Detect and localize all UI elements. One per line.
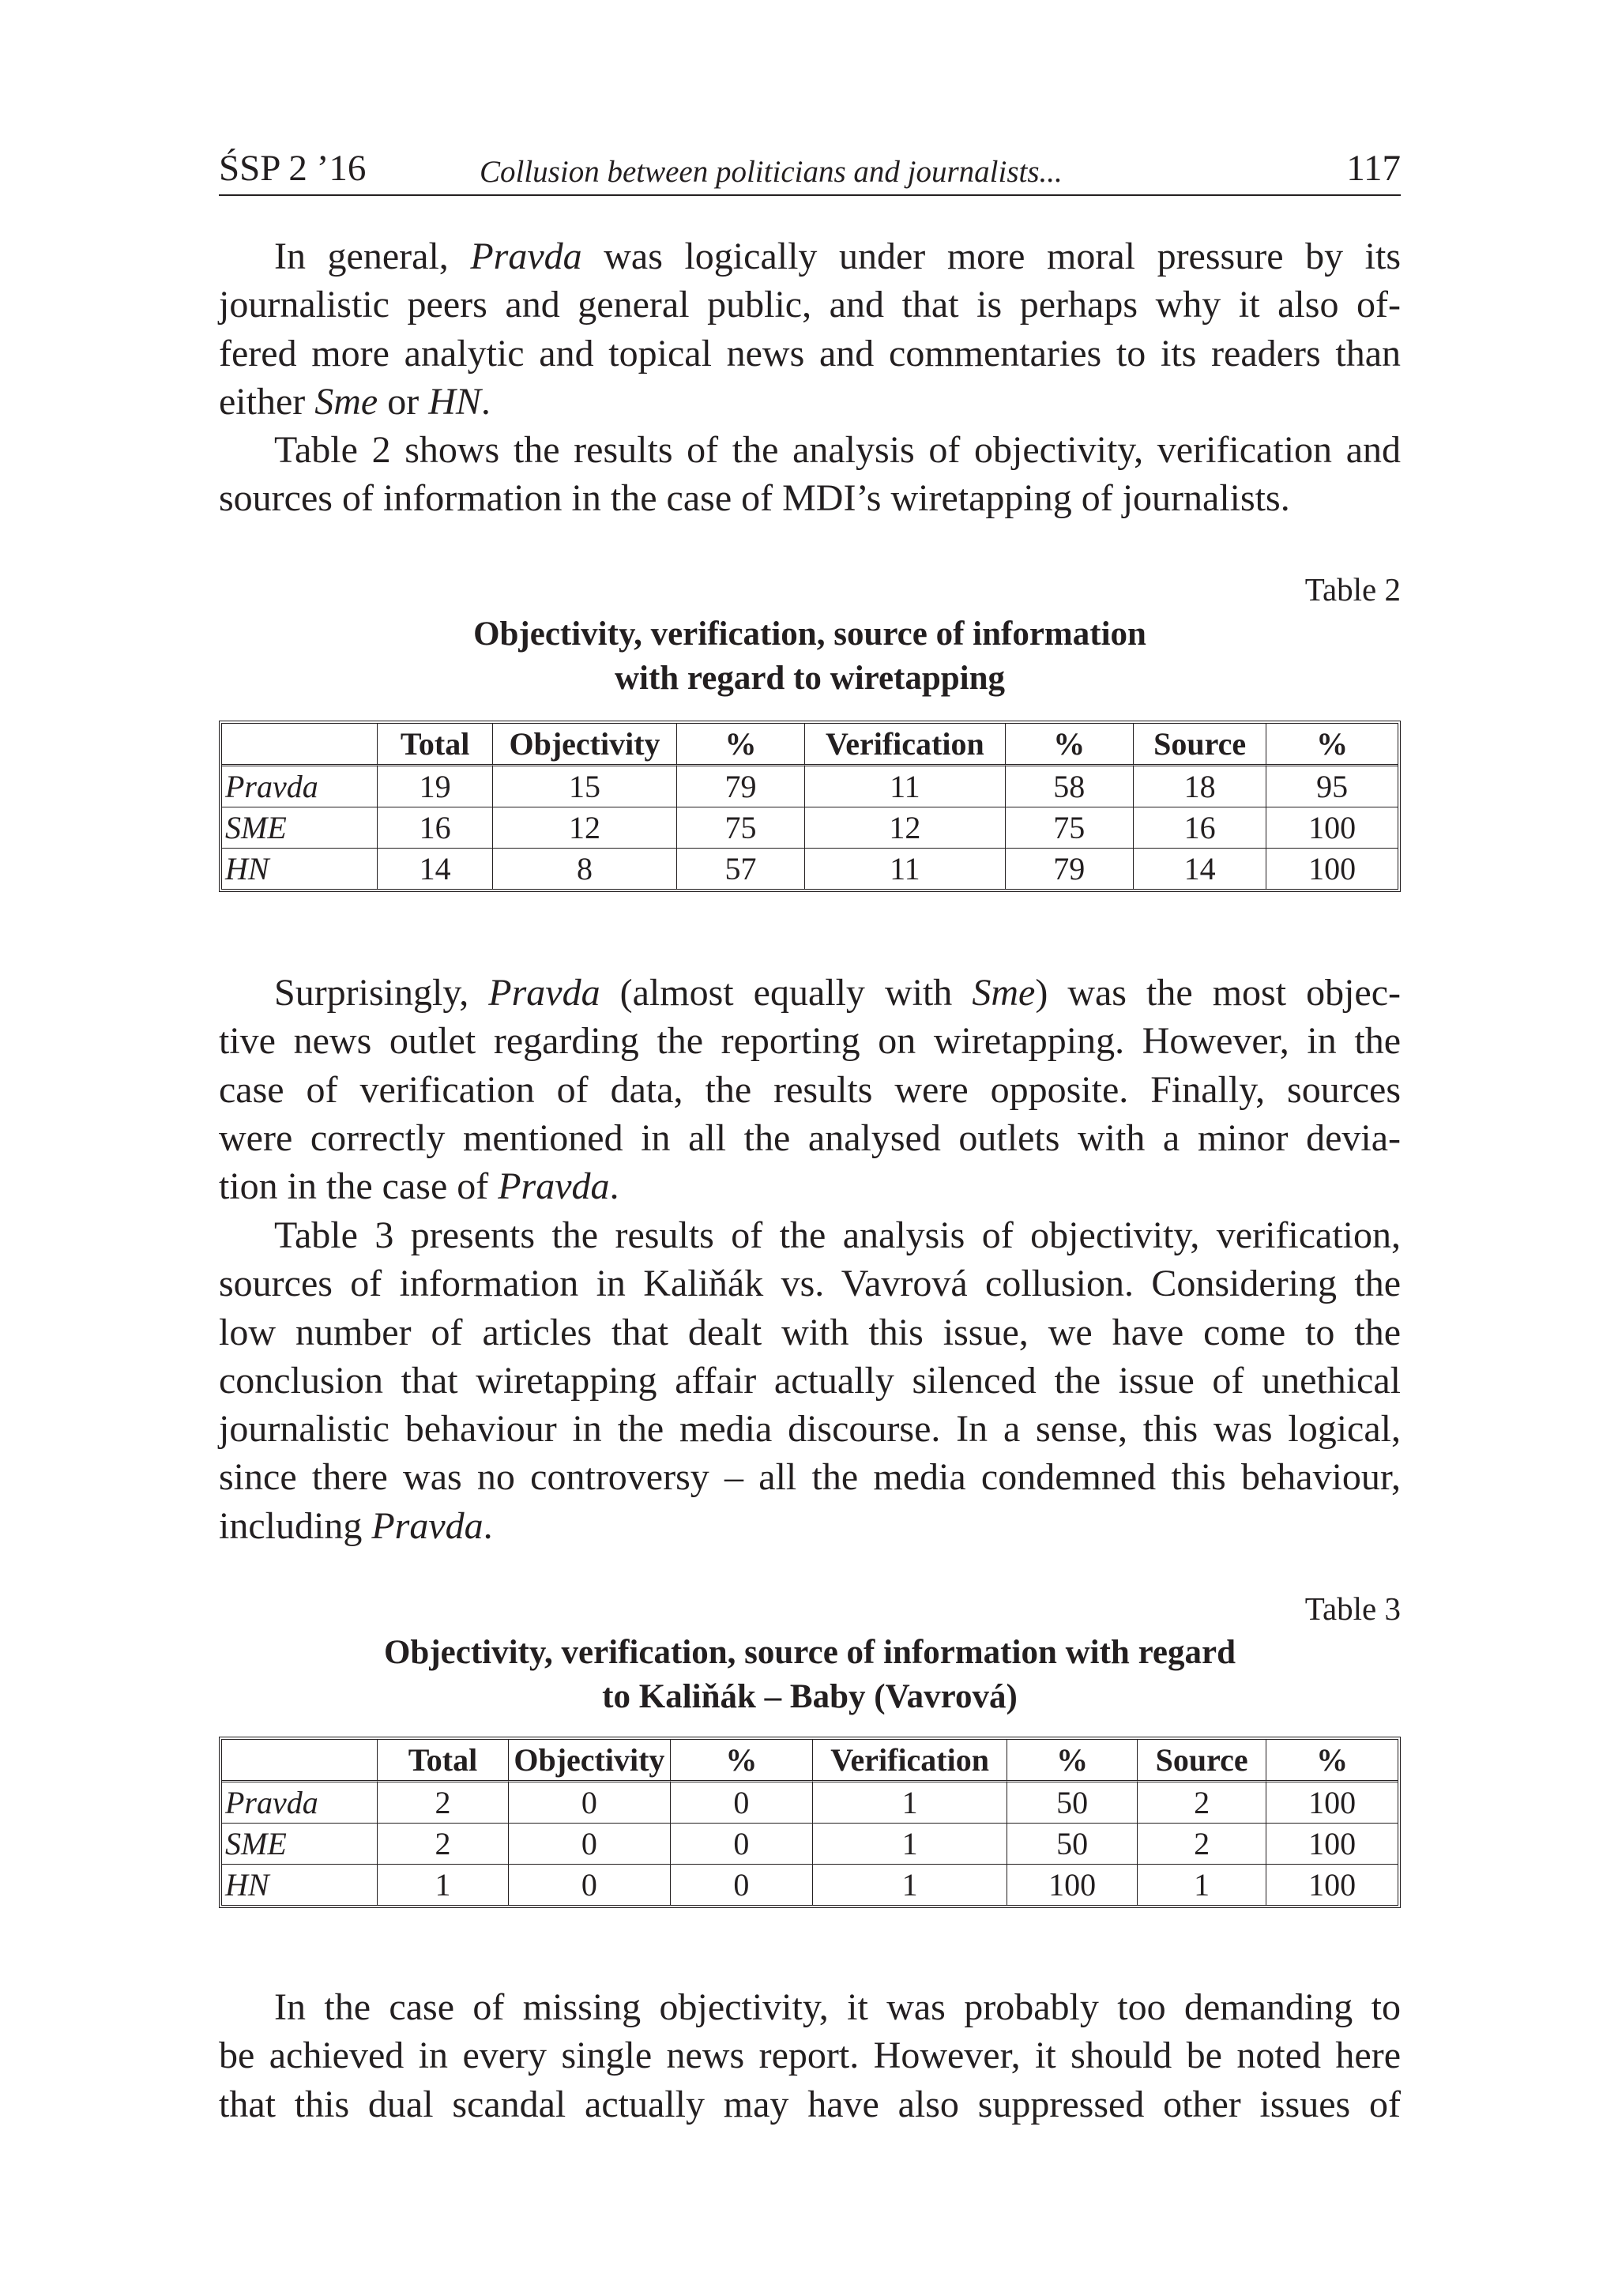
table-header-row xyxy=(222,724,1398,766)
paragraph-line: conclusion that wiretapping affair actually silenced the issue of unethical xyxy=(219,1359,1401,1402)
paragraph-line: Table 2 shows the results of the analysis of objectivity, verification and xyxy=(274,429,1401,471)
table-cell: 18 xyxy=(1134,766,1266,807)
table-cell: 14 xyxy=(378,849,493,889)
table-cell: 58 xyxy=(1006,766,1134,807)
table-cell: 2 xyxy=(1138,1824,1266,1865)
table-cell: 1 xyxy=(1138,1865,1266,1905)
table-3-label: Table 3 xyxy=(1304,1590,1401,1627)
column-header: % xyxy=(677,724,805,766)
column-header: Source xyxy=(1134,724,1266,766)
table-cell: 11 xyxy=(805,849,1005,889)
table-cell: 0 xyxy=(509,1782,671,1824)
table-cell: 100 xyxy=(1007,1865,1138,1905)
table-cell: 1 xyxy=(378,1865,509,1905)
table-cell: 50 xyxy=(1007,1782,1138,1824)
table-row xyxy=(222,1865,1398,1905)
column-header xyxy=(222,724,378,766)
paragraph-line: were correctly mentioned in all the analysed outlets with a minor devia- xyxy=(219,1116,1401,1159)
table-cell: 16 xyxy=(1134,807,1266,849)
column-header: Verification xyxy=(813,1740,1007,1782)
table-2 xyxy=(219,721,1401,892)
column-header: Total xyxy=(378,1740,509,1782)
paragraph-line: be achieved in every single news report. However, it should be noted here xyxy=(219,2034,1401,2077)
table-cell: 1 xyxy=(813,1782,1007,1824)
table-cell: 2 xyxy=(378,1824,509,1865)
table-cell: 16 xyxy=(378,807,493,849)
table-cell: 2 xyxy=(378,1782,509,1824)
table-cell: 2 xyxy=(1138,1782,1266,1824)
paragraph-line: sources of information in Kaliňák vs. Vavrová collusion. Considering the xyxy=(219,1263,1401,1305)
table-row xyxy=(222,1824,1398,1865)
table-cell: 79 xyxy=(677,766,805,807)
table-cell: Pravda xyxy=(222,1782,378,1824)
table-cell: 57 xyxy=(677,849,805,889)
table-3-title-line-1: Objectivity, verification, source of information with regard xyxy=(383,1634,1236,1671)
table-cell: SME xyxy=(222,807,378,849)
column-header: % xyxy=(1266,724,1398,766)
column-header: Source xyxy=(1138,1740,1266,1782)
paragraph-line: since there was no controversy – all the media condemned this behaviour, xyxy=(219,1456,1401,1499)
column-header xyxy=(222,1740,378,1782)
paragraph-line: case of verification of data, the results were opposite. Finally, sources xyxy=(219,1068,1401,1111)
paragraph-line: tive news outlet regarding the reporting on wiretapping. However, in the xyxy=(219,1020,1401,1063)
paragraph-line: In general, Pravda was logically under more moral pressure by its xyxy=(274,235,1401,277)
table-cell: 14 xyxy=(1134,849,1266,889)
column-header: % xyxy=(1006,724,1134,766)
paragraph-line: that this dual scandal actually may have also suppressed other issues of xyxy=(219,2083,1401,2125)
paragraph-3 xyxy=(219,969,1401,1210)
paragraph-line: tion in the case of Pravda. xyxy=(219,1165,619,1208)
paragraph-4 xyxy=(219,1211,1401,1550)
table-cell: 8 xyxy=(493,849,676,889)
table-cell: 0 xyxy=(671,1782,813,1824)
table-cell: 100 xyxy=(1266,1824,1398,1865)
table-cell: 100 xyxy=(1266,807,1398,849)
paragraph-2 xyxy=(219,426,1401,523)
running-title: Collusion between politicians and journalists... xyxy=(480,155,1063,189)
column-header: Objectivity xyxy=(509,1740,671,1782)
paragraph-line: journalistic peers and general public, and that is perhaps why it also of- xyxy=(219,284,1401,326)
paragraph-line: including Pravda. xyxy=(219,1504,493,1547)
column-header: % xyxy=(1007,1740,1138,1782)
column-header: % xyxy=(1266,1740,1398,1782)
table-3-title-line-2: to Kaliňák – Baby (Vavrová) xyxy=(602,1678,1018,1715)
table-cell: 1 xyxy=(813,1865,1007,1905)
paragraph-line: either Sme or HN. xyxy=(219,380,491,423)
table-cell: 15 xyxy=(493,766,676,807)
table-cell: 12 xyxy=(805,807,1005,849)
table-row xyxy=(222,766,1398,807)
table-cell: 1 xyxy=(813,1824,1007,1865)
paragraph-line: In the case of missing objectivity, it was probably too demanding to xyxy=(274,1986,1401,2028)
paragraph-5 xyxy=(219,1983,1401,2129)
paragraph-1 xyxy=(219,232,1401,426)
journal-issue: ŚSP 2 ’16 xyxy=(219,148,367,189)
table-cell: HN xyxy=(222,849,378,889)
table-cell: 100 xyxy=(1266,1782,1398,1824)
table-cell: 0 xyxy=(509,1824,671,1865)
table-2-title xyxy=(219,612,1401,701)
table-cell: 79 xyxy=(1006,849,1134,889)
paragraph-line: Surprisingly, Pravda (almost equally with Sme) was the most objec- xyxy=(274,972,1402,1014)
table-cell: 95 xyxy=(1266,766,1398,807)
table-cell: 50 xyxy=(1007,1824,1138,1865)
table-cell: 11 xyxy=(805,766,1005,807)
table-cell: 75 xyxy=(1006,807,1134,849)
table-2-title-line-2: with regard to wiretapping xyxy=(614,660,1006,697)
column-header: Objectivity xyxy=(493,724,676,766)
table-cell: 0 xyxy=(509,1865,671,1905)
table-cell: 12 xyxy=(493,807,676,849)
paragraph-line: journalistic behaviour in the media discourse. In a sense, this was logical, xyxy=(219,1408,1401,1451)
table-cell: 100 xyxy=(1308,1867,1356,1903)
table-row xyxy=(222,849,1398,889)
table-2-title-line-1: Objectivity, verification, source of information xyxy=(473,615,1146,653)
column-header: Verification xyxy=(805,724,1005,766)
table-row xyxy=(222,1782,1398,1824)
table-cell: SME xyxy=(222,1824,378,1865)
table-3 xyxy=(219,1737,1401,1908)
column-header: Total xyxy=(378,724,493,766)
table-cell: HN xyxy=(222,1865,378,1905)
paragraph-line: Table 3 presents the results of the analysis of objectivity, verification, xyxy=(274,1214,1401,1256)
table-row xyxy=(222,807,1398,849)
running-header xyxy=(219,147,1401,196)
table-cell: 19 xyxy=(378,766,493,807)
table-cell: 0 xyxy=(671,1824,813,1865)
table-cell: 100 xyxy=(1308,851,1356,886)
paragraph-line: low number of articles that dealt with this issue, we have come to the xyxy=(219,1311,1401,1353)
table-header-row xyxy=(222,1740,1398,1782)
column-header: % xyxy=(671,1740,813,1782)
table-cell: 0 xyxy=(671,1865,813,1905)
page-number: 117 xyxy=(1346,148,1401,189)
table-cell: 75 xyxy=(677,807,805,849)
table-cell: Pravda xyxy=(222,766,378,807)
table-3-title xyxy=(219,1631,1401,1719)
table-2-label: Table 2 xyxy=(1304,571,1401,608)
paragraph-line: fered more analytic and topical news and commentaries to its readers than xyxy=(219,332,1401,375)
paragraph-line: sources of information in the case of MDI’s wiretapping of journalists. xyxy=(219,477,1290,520)
